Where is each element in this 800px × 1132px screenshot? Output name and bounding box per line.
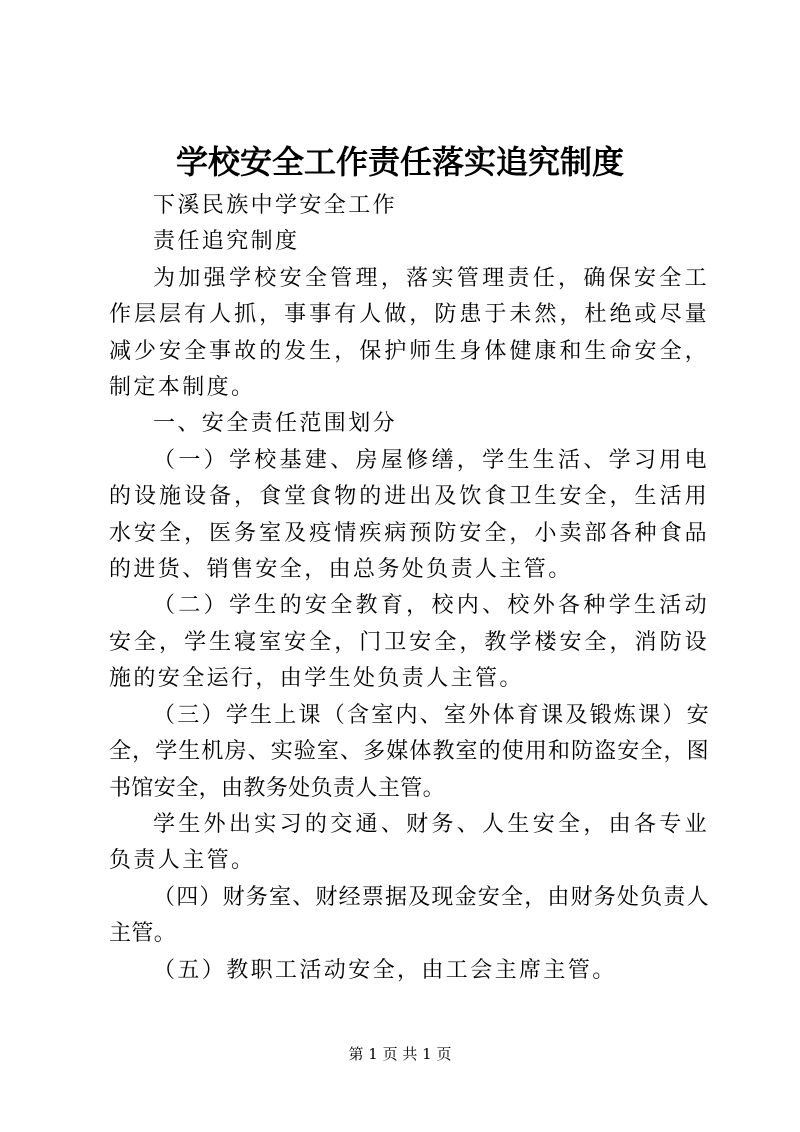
paragraph-intro: 为加强学校安全管理，落实管理责任，确保安全工作层层有人抓，事事有人做，防患于未然，杜绝或尽量减少安全事故的发生，保护师生身体健康和生命安全，制定本制度。 xyxy=(109,265,709,401)
page-footer: 第 1 页 共 1 页 xyxy=(348,1045,452,1063)
paragraph-item-1: （一）学校基建、房屋修缮，学生生活、学习用电的设施设备，食堂食物的进出及饮食卫生安全，生活用水安全，医务室及疫情疾病预防安全，小卖部各种食品的进货、销售安全，由总务处负责人主管。 xyxy=(109,447,709,583)
paragraph-item-2: （二）学生的安全教育，校内、校外各种学生活动安全，学生寝室安全，门卫安全，教学楼安全，消防设施的安全运行，由学生处负责人主管。 xyxy=(109,593,709,692)
paragraph-internship: 学生外出实习的交通、财务、人生安全，由各专业负责人主管。 xyxy=(109,811,709,874)
paragraph-item-5: （五）教职工活动安全，由工会主席主管。 xyxy=(153,957,617,983)
document-title: 学校安全工作责任落实追究制度 xyxy=(175,143,624,181)
paragraph-item-4: （四）财务室、财经票据及现金安全，由财务处负责人主管。 xyxy=(109,884,709,947)
section-heading-1: 一、安全责任范围划分 xyxy=(153,411,398,437)
document-body xyxy=(109,188,709,989)
paragraph-school-name: 下溪民族中学安全工作 xyxy=(153,193,398,218)
paragraph-item-3: （三）学生上课（含室内、室外体育课及锻炼课）安全，学生机房、实验室、多媒体教室的使用和防盗安全，图书馆安全，由教务处负责人主管。 xyxy=(109,702,709,801)
paragraph-subtitle: 责任追究制度 xyxy=(153,229,300,255)
